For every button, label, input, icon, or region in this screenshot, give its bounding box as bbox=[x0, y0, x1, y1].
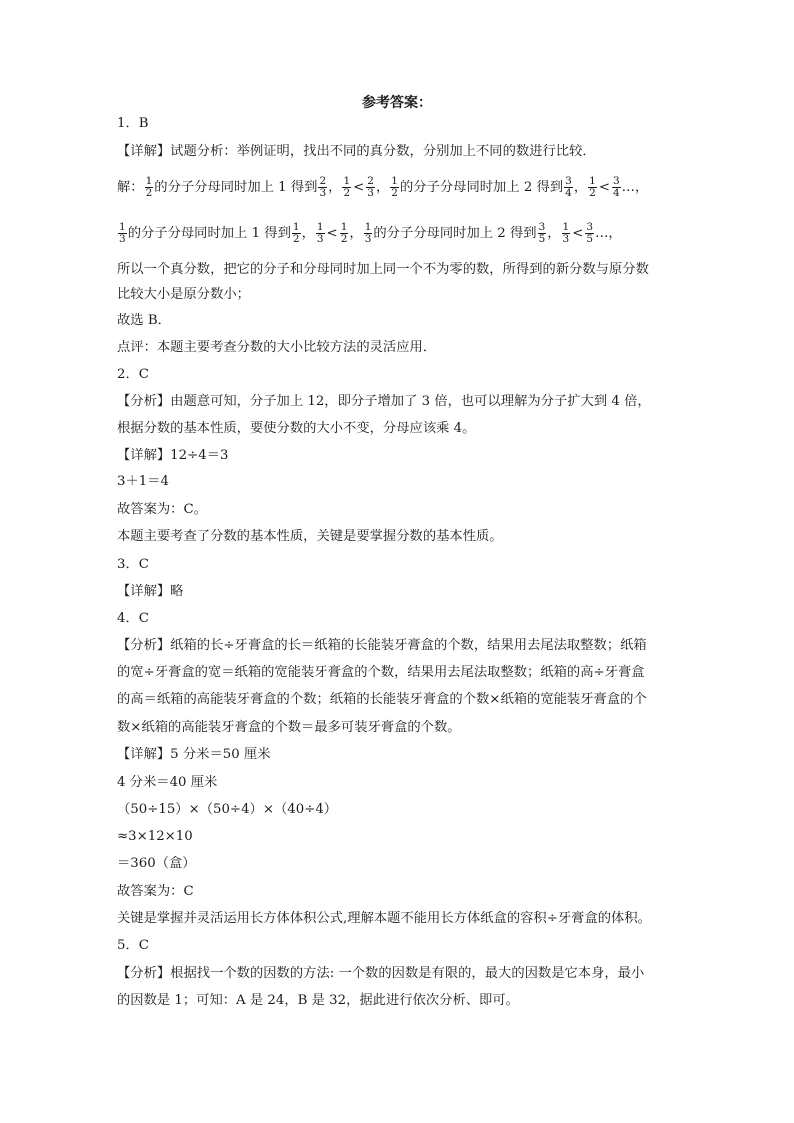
less-than-sign: < bbox=[353, 180, 365, 195]
q2-detail-line-1: 【详解】12÷4＝3 bbox=[117, 448, 229, 463]
fraction: $\frac{2}{3}$ bbox=[367, 175, 374, 199]
q5-number: 5．C bbox=[117, 938, 149, 953]
solution-text: 的分子分母同时加上 1 得到 bbox=[127, 226, 291, 241]
fraction: $\frac{1}{3}$ bbox=[316, 221, 324, 245]
q1-solution-line-2: $\frac{1}{3}$ 的分子分母同时加上 1 得到 $\frac{1}{2}$ ， $\frac{1}{3}$ < $\frac{1}{2}$ ， $\frac{1}{3}$ 的分子分母同时加上 2 得到 $\frac{3}{5}$ ， $\frac{1}{3}$ < $\frac{3}{5}$ …， bbox=[119, 221, 622, 245]
less-than-sign: < bbox=[326, 226, 338, 241]
page-title: 参考答案： bbox=[362, 95, 432, 111]
q1-solution-line-1: 解： $\frac{1}{2}$ 的分子分母同时加上 1 得到 $\frac{2}{3}$ ， $\frac{1}{2}$ < $\frac{2}{3}$ ， $\frac{1}{2}$ 的分子分母同时加上 2 得到 $\frac{3}{4}$ ， $\frac{1}{2}$ < $\frac{3}{4}$ …， bbox=[117, 175, 649, 199]
q4-detail-line-4: ≈3×12×10 bbox=[117, 829, 193, 844]
q5-analysis-line-2: 的因数是 1；可知：A 是 24，B 是 32，据此进行依次分析、即可。 bbox=[117, 993, 519, 1008]
q4-detail-line-5: ＝360（盒） bbox=[117, 856, 196, 871]
q4-analysis-line-3: 的高＝纸箱的高能装牙膏盒的个数；纸箱的长能装牙膏盒的个数×纸箱的宽能装牙膏盒的个 bbox=[117, 692, 647, 707]
fraction: $\frac{1}{2}$ bbox=[145, 175, 153, 199]
q3-number: 3．C bbox=[117, 557, 149, 572]
fraction: $\frac{3}{4}$ bbox=[612, 175, 620, 199]
q2-summary: 本题主要考查了分数的基本性质，关键是要掌握分数的基本性质。 bbox=[117, 529, 503, 544]
q3-detail: 【详解】略 bbox=[117, 584, 184, 599]
fraction: $\frac{1}{2}$ bbox=[589, 175, 596, 199]
less-than-sign: < bbox=[572, 226, 584, 241]
q4-detail-line-3: （50÷15）×（50÷4）×（40÷4） bbox=[117, 802, 338, 817]
q2-analysis-line-2: 根据分数的基本性质，要使分数的大小不变，分母应该乘 4。 bbox=[117, 421, 476, 436]
fraction: $\frac{1}{3}$ bbox=[562, 221, 570, 245]
q2-answer: 故答案为：C。 bbox=[117, 502, 207, 517]
solution-text: 的分子分母同时加上 2 得到 bbox=[399, 180, 564, 195]
q1-conclusion-line-2: 比较大小是原分数小； bbox=[117, 287, 250, 302]
q1-comment: 点评：本题主要考查分数的大小比较方法的灵活应用． bbox=[117, 340, 437, 355]
fraction: $\frac{1}{2}$ bbox=[391, 175, 398, 199]
q4-detail-line-1: 【详解】5 分米＝50 厘米 bbox=[117, 747, 271, 762]
q4-summary: 关键是掌握并灵活运用长方体体积公式,理解本题不能用长方体纸盒的容积÷牙膏盒的体积。 bbox=[117, 911, 651, 926]
fraction: $\frac{1}{2}$ bbox=[292, 221, 300, 245]
fraction: $\frac{3}{5}$ bbox=[586, 221, 594, 245]
fraction: $\frac{2}{3}$ bbox=[319, 175, 327, 199]
fraction: $\frac{1}{3}$ bbox=[119, 221, 126, 245]
q2-analysis-line-1: 【分析】由题意可知，分子加上 12，即分子增加了 3 倍，也可以理解为分子扩大到 4 倍， bbox=[117, 394, 651, 409]
fraction: $\frac{1}{3}$ bbox=[364, 221, 372, 245]
q4-analysis-line-2: 的宽÷牙膏盒的宽＝纸箱的宽能装牙膏盒的个数，结果用去尾法取整数；纸箱的高÷牙膏盒 bbox=[117, 665, 645, 680]
q1-choose: 故选 B． bbox=[117, 313, 171, 328]
q1-analysis: 【详解】试题分析：举例证明，找出不同的真分数，分别加上不同的数进行比较． bbox=[117, 144, 596, 159]
solution-text: 的分子分母同时加上 2 得到 bbox=[373, 226, 537, 241]
q4-number: 4．C bbox=[117, 611, 149, 626]
q2-number: 2．C bbox=[117, 367, 149, 382]
q5-analysis-line-1: 【分析】根据找一个数的因数的方法: 一个数的因数是有限的，最大的因数是它本身，最小 bbox=[117, 966, 645, 981]
q1-number: 1．B bbox=[117, 116, 149, 131]
less-than-sign: < bbox=[598, 180, 610, 195]
q2-detail-line-2: 3＋1＝4 bbox=[117, 474, 169, 489]
q4-analysis-line-4: 数×纸箱的高能装牙膏盒的个数＝最多可装牙膏盒的个数。 bbox=[117, 720, 461, 735]
q4-detail-line-2: 4 分米＝40 厘米 bbox=[117, 775, 218, 790]
q4-analysis-line-1: 【分析】纸箱的长÷牙膏盒的长＝纸箱的长能装牙膏盒的个数，结果用去尾法取整数；纸箱 bbox=[117, 638, 647, 653]
solution-prefix: 解： bbox=[117, 180, 144, 195]
fraction: $\frac{1}{2}$ bbox=[343, 175, 351, 199]
fraction: $\frac{1}{2}$ bbox=[340, 221, 348, 245]
fraction: $\frac{3}{4}$ bbox=[565, 175, 572, 199]
fraction: $\frac{3}{5}$ bbox=[538, 221, 546, 245]
q1-conclusion-line-1: 所以一个真分数，把它的分子和分母同时加上同一个不为零的数，所得到的新分数与原分数 bbox=[117, 262, 649, 277]
q4-answer: 故答案为：C bbox=[117, 884, 194, 899]
solution-text: 的分子分母同时加上 1 得到 bbox=[154, 180, 318, 195]
